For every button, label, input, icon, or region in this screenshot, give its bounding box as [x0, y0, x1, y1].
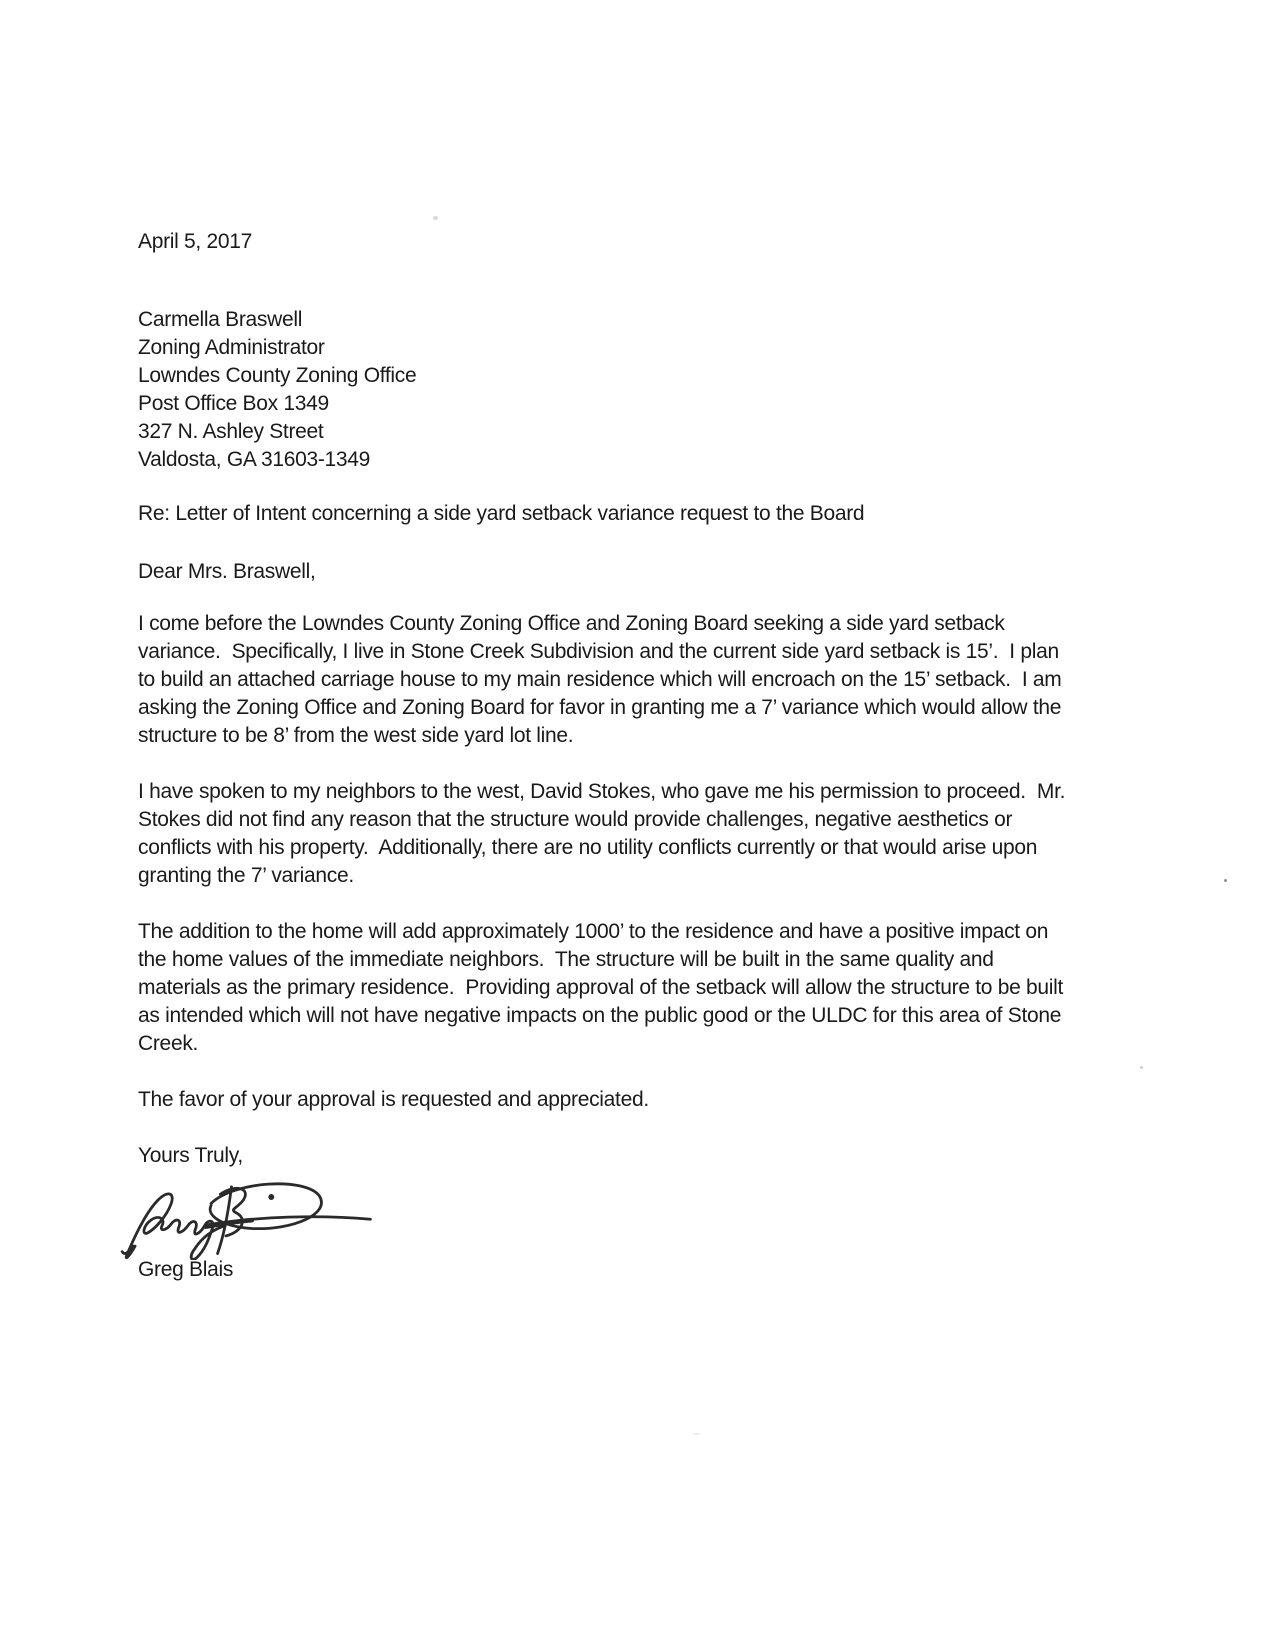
- scan-speck-icon: [1140, 1066, 1143, 1069]
- recipient-po-box: Post Office Box 1349: [138, 392, 329, 415]
- scan-speck-icon: [1224, 879, 1227, 882]
- salutation: Dear Mrs. Braswell,: [138, 560, 316, 583]
- body-paragraph-2: I have spoken to my neighbors to the west, David Stokes, who gave me his permission to proceed. Mr. Stokes did not find any reason that the structure would provide challenges, negative aesthetics or conflicts with his property. Additionally, there are no utility conflicts currently or that would arise upon granting the 7’ variance.: [138, 780, 1071, 887]
- recipient-title: Zoning Administrator: [138, 336, 325, 359]
- subject-line: Re: Letter of Intent concerning a side yard setback variance request to the Board: [138, 502, 865, 525]
- recipient-name: Carmella Braswell: [138, 308, 303, 331]
- handwritten-signature: [110, 1172, 1078, 1260]
- body-paragraph-4: The favor of your approval is requested and appreciated.: [138, 1088, 649, 1111]
- scan-speck-icon: [693, 1433, 700, 1435]
- recipient-city-state-zip: Valdosta, GA 31603-1349: [138, 448, 371, 471]
- scan-speck-icon: [433, 216, 438, 220]
- body-paragraph-1: I come before the Lowndes County Zoning Office and Zoning Board seeking a side yard setback variance. Specifically, I live in Stone Creek Subdivision and the current side yard setback is 15’. I plan to build an attached carriage house to my main residence which will encroach on the 15’ setback. I am asking the Zoning Office and Zoning Board for favor in granting me a 7’ variance which would allow the structure to be 8’ from the west side yard lot line.: [138, 612, 1068, 747]
- signature-ink-icon: [110, 1172, 390, 1260]
- recipient-address-block: [138, 306, 1078, 474]
- recipient-street: 327 N. Ashley Street: [138, 420, 324, 443]
- signer-name: Greg Blais: [138, 1258, 234, 1281]
- recipient-office: Lowndes County Zoning Office: [138, 364, 417, 387]
- closing-phrase: Yours Truly,: [138, 1144, 243, 1167]
- letter-date: April 5, 2017: [138, 230, 253, 253]
- letter-content: [138, 228, 1078, 1284]
- body-paragraph-3: The addition to the home will add approximately 1000’ to the residence and have a positive impact on the home values of the immediate neighbors. The structure will be built in the same quality and materials as the primary residence. Providing approval of the setback will allow the structure to be built as intended which will not have negative impacts on the public good or the ULDC for this area of Stone Creek.: [138, 920, 1069, 1055]
